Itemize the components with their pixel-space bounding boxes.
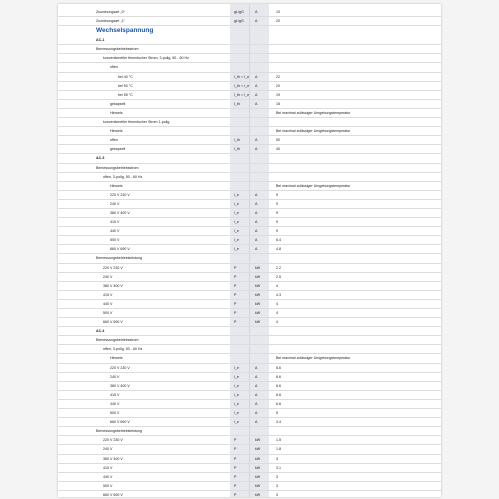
table-row — [58, 482, 441, 491]
row-label: Bemessungsbetriebsleistung — [96, 256, 142, 261]
table-row — [58, 436, 441, 445]
row-unit: A — [255, 10, 258, 14]
row-label: AC-1 — [96, 38, 105, 43]
row-value: 2.5 — [276, 274, 281, 279]
row-symbol: I_e — [234, 247, 239, 252]
row-symbol: P — [234, 492, 237, 497]
row-symbol: P — [234, 320, 237, 325]
row-label: 660 V 690 V — [103, 320, 123, 325]
row-label: 440 V — [110, 401, 120, 406]
row-symbol: gL/gG — [234, 19, 244, 24]
table-row — [58, 291, 441, 300]
table-row — [58, 145, 441, 154]
row-unit: A — [255, 247, 258, 252]
table-row — [58, 427, 441, 436]
table-row — [58, 364, 441, 373]
table-row — [58, 127, 441, 136]
table-row — [58, 154, 441, 163]
row-label: offen — [110, 138, 118, 143]
table-row — [58, 236, 441, 245]
row-symbol: I_th = I_e — [234, 92, 250, 97]
row-unit: A — [255, 411, 258, 416]
table-row — [58, 300, 441, 309]
row-value: 4.8 — [276, 247, 281, 252]
row-unit: A — [255, 101, 258, 106]
row-label: 240 V — [103, 447, 113, 452]
row-label: 380 V 400 V — [103, 283, 123, 288]
row-label: Zuordnungsart „0“ — [96, 10, 125, 14]
row-label: offen, 3-polig, 50 - 60 Hz — [103, 347, 143, 352]
row-symbol: I_e — [234, 229, 239, 234]
row-label: konventioneller thermischer Strom, 3-polig, 50 - 60 Hz — [103, 56, 189, 61]
row-symbol: I_e — [234, 383, 239, 388]
table-row — [58, 82, 441, 91]
row-symbol: I_e — [234, 210, 239, 215]
row-value: 3.1 — [276, 465, 281, 470]
table-row — [58, 382, 441, 391]
row-label: Hinweis — [110, 356, 123, 361]
table-row — [58, 182, 441, 191]
row-value: 22 — [276, 74, 280, 79]
row-value: 6.6 — [276, 401, 281, 406]
row-symbol: P — [234, 274, 237, 279]
table-row — [58, 100, 441, 109]
row-value: 4.3 — [276, 292, 281, 297]
row-symbol: I_e — [234, 238, 239, 243]
row-label: Bemessungsbetriebsstrom — [96, 47, 139, 52]
row-value: 6.6 — [276, 365, 281, 370]
table-row — [58, 418, 441, 427]
table-row — [58, 282, 441, 291]
table-row — [58, 354, 441, 363]
row-value: 1.5 — [276, 438, 281, 443]
row-unit: A — [255, 401, 258, 406]
row-value: 9 — [276, 220, 278, 225]
row-label: 660 V 690 V — [103, 492, 123, 497]
row-symbol: P — [234, 283, 237, 288]
table-row — [58, 227, 441, 236]
row-value: 4 — [276, 320, 278, 325]
table-row — [58, 8, 441, 17]
row-unit: kW — [255, 265, 261, 270]
row-unit: A — [255, 92, 258, 97]
row-label: bei 55 °C — [118, 92, 133, 97]
row-value: 20 — [276, 83, 280, 88]
row-value: 6.4 — [276, 238, 281, 243]
table-row — [58, 118, 441, 127]
row-symbol: I_e — [234, 220, 239, 225]
table-row — [58, 164, 441, 173]
table-row — [58, 17, 441, 26]
row-unit: A — [255, 147, 258, 152]
row-unit: A — [255, 238, 258, 243]
row-unit: kW — [255, 311, 261, 315]
row-label: bei 50 °C — [118, 83, 133, 88]
table-row — [58, 409, 441, 418]
row-unit: A — [255, 365, 258, 370]
row-unit: kW — [255, 283, 261, 288]
row-symbol: P — [234, 292, 237, 297]
row-label: 660 V 690 V — [110, 420, 130, 425]
row-label: 380 V 400 V — [103, 456, 123, 461]
row-symbol: gL/gG — [234, 10, 244, 14]
row-symbol: I_e — [234, 201, 239, 206]
row-symbol: I_th = I_e — [234, 74, 250, 79]
row-symbol: I_th — [234, 101, 240, 106]
row-label: 660 V 690 V — [110, 247, 130, 252]
row-unit: A — [255, 201, 258, 206]
document-page — [58, 4, 441, 497]
row-label: Bemessungsbetriebsstrom — [96, 165, 139, 170]
table-row — [58, 45, 441, 54]
spec-table — [58, 8, 441, 497]
table-row — [58, 264, 441, 273]
row-unit: kW — [255, 483, 261, 488]
row-symbol: I_e — [234, 365, 239, 370]
row-label: Zuordnungsart „1“ — [96, 19, 125, 24]
row-value: 1.8 — [276, 447, 281, 452]
table-row — [58, 91, 441, 100]
row-unit: kW — [255, 301, 261, 306]
table-row — [58, 473, 441, 482]
table-row — [58, 327, 441, 336]
table-row — [58, 491, 441, 497]
table-row — [58, 63, 441, 72]
row-symbol: P — [234, 474, 237, 479]
row-label: gekapselt — [110, 101, 126, 106]
table-row — [58, 254, 441, 263]
table-row — [58, 309, 441, 318]
row-value: 4 — [276, 301, 278, 306]
row-label: 240 V — [110, 201, 120, 206]
row-unit: A — [255, 138, 258, 143]
row-unit: A — [255, 210, 258, 215]
row-symbol: I_e — [234, 420, 239, 425]
row-label: Bemessungsbetriebsleistung — [96, 429, 142, 434]
table-row — [58, 336, 441, 345]
row-unit: A — [255, 19, 258, 24]
row-unit: A — [255, 192, 258, 197]
row-value: 9 — [276, 201, 278, 206]
row-symbol: P — [234, 465, 237, 470]
row-symbol: P — [234, 447, 237, 452]
row-value: 4 — [276, 283, 278, 288]
row-label: Hinweis — [110, 129, 123, 134]
row-value: Bei maximal zulässiger Umgebungstemperatur — [276, 356, 351, 361]
row-unit: A — [255, 392, 258, 397]
row-unit: kW — [255, 274, 261, 279]
row-value: 40 — [276, 147, 280, 152]
row-value: 19 — [276, 92, 280, 97]
table-row — [58, 73, 441, 82]
row-symbol: P — [234, 301, 237, 306]
row-symbol: I_e — [234, 192, 239, 197]
row-value: 5 — [276, 411, 278, 416]
row-label: offen, 3-polig, 50 - 60 Hz — [103, 174, 143, 179]
row-unit: kW — [255, 438, 261, 443]
table-row — [58, 191, 441, 200]
row-unit: A — [255, 374, 258, 379]
table-row — [58, 400, 441, 409]
table-row — [58, 54, 441, 63]
row-value: 6.6 — [276, 383, 281, 388]
table-row — [58, 391, 441, 400]
row-unit: kW — [255, 465, 261, 470]
row-value: 3 — [276, 474, 278, 479]
row-label: 500 V — [103, 483, 113, 488]
row-value: 10 — [276, 10, 280, 14]
table-row — [58, 173, 441, 182]
row-unit: A — [255, 420, 258, 425]
row-label: AC-3 — [96, 156, 105, 161]
row-value: 3 — [276, 483, 278, 488]
row-value: 3.4 — [276, 420, 281, 425]
table-row — [58, 36, 441, 45]
row-unit: kW — [255, 474, 261, 479]
row-label: 500 V — [110, 411, 120, 416]
row-label: 220 V 230 V — [103, 438, 123, 443]
row-symbol: I_e — [234, 392, 239, 397]
row-value: 6.6 — [276, 374, 281, 379]
table-row — [58, 464, 441, 473]
row-label: 220 V 230 V — [110, 192, 130, 197]
row-symbol: I_e — [234, 374, 239, 379]
row-unit: A — [255, 83, 258, 88]
row-label: konventioneller thermischer Strom 1-polig — [103, 120, 170, 125]
row-label: Hinweis — [110, 183, 123, 188]
table-row — [58, 273, 441, 282]
row-symbol: P — [234, 483, 237, 488]
row-label: Hinweis — [110, 110, 123, 115]
row-label: 440 V — [103, 301, 113, 306]
row-value: 9 — [276, 229, 278, 234]
row-label: 220 V 230 V — [103, 265, 123, 270]
row-label: 500 V — [103, 311, 113, 315]
row-label: 440 V — [110, 229, 120, 234]
table-row — [58, 345, 441, 354]
table-row — [58, 109, 441, 118]
row-value: 50 — [276, 138, 280, 143]
row-label: 240 V — [103, 274, 113, 279]
row-value: 16 — [276, 101, 280, 106]
row-unit: A — [255, 74, 258, 79]
row-value: Bei maximal zulässiger Umgebungstemperatur — [276, 110, 351, 115]
row-label: gekapselt — [110, 147, 126, 152]
section-heading-row — [58, 26, 441, 36]
row-value: 3 — [276, 492, 278, 497]
row-symbol: P — [234, 438, 237, 443]
row-symbol: I_th — [234, 147, 240, 152]
section-heading: Wechselspannung — [96, 27, 154, 35]
row-symbol: I_e — [234, 401, 239, 406]
row-unit: kW — [255, 292, 261, 297]
table-row — [58, 200, 441, 209]
table-row — [58, 318, 441, 327]
row-unit: kW — [255, 456, 261, 461]
row-label: 380 V 400 V — [110, 383, 130, 388]
row-label: 415 V — [103, 292, 113, 297]
row-value: 9 — [276, 192, 278, 197]
row-label: offen — [110, 65, 118, 70]
row-value: 3 — [276, 456, 278, 461]
row-unit: A — [255, 220, 258, 225]
row-value: 6.6 — [276, 392, 281, 397]
row-unit: kW — [255, 447, 261, 452]
row-unit: kW — [255, 492, 261, 497]
row-unit: kW — [255, 320, 261, 325]
row-label: 500 V — [110, 238, 120, 243]
table-row — [58, 209, 441, 218]
table-row — [58, 373, 441, 382]
row-label: 415 V — [110, 392, 120, 397]
row-value: 4 — [276, 311, 278, 315]
row-value: Bei maximal zulässiger Umgebungstemperatur — [276, 183, 351, 188]
row-label: AC-4 — [96, 329, 105, 334]
row-symbol: I_th = I_e — [234, 83, 250, 88]
table-row — [58, 455, 441, 464]
row-unit: A — [255, 383, 258, 388]
table-row — [58, 136, 441, 145]
row-label: 220 V 230 V — [110, 365, 130, 370]
row-label: 240 V — [110, 374, 120, 379]
row-label: 415 V — [110, 220, 120, 225]
table-row — [58, 218, 441, 227]
table-row — [58, 445, 441, 454]
row-value: 20 — [276, 19, 280, 24]
row-symbol: P — [234, 311, 237, 315]
row-label: 415 V — [103, 465, 113, 470]
row-label: bei 40 °C — [118, 74, 133, 79]
row-label: 380 V 400 V — [110, 210, 130, 215]
row-value: 9 — [276, 210, 278, 215]
row-value: 2.2 — [276, 265, 281, 270]
row-symbol: I_e — [234, 411, 239, 416]
row-symbol: P — [234, 456, 237, 461]
row-symbol: P — [234, 265, 237, 270]
row-value: Bei maximal zulässiger Umgebungstemperatur — [276, 129, 351, 134]
row-label: Bemessungsbetriebsstrom — [96, 338, 139, 343]
row-label: 440 V — [103, 474, 113, 479]
row-symbol: I_th — [234, 138, 240, 143]
table-row — [58, 245, 441, 254]
row-unit: A — [255, 229, 258, 234]
